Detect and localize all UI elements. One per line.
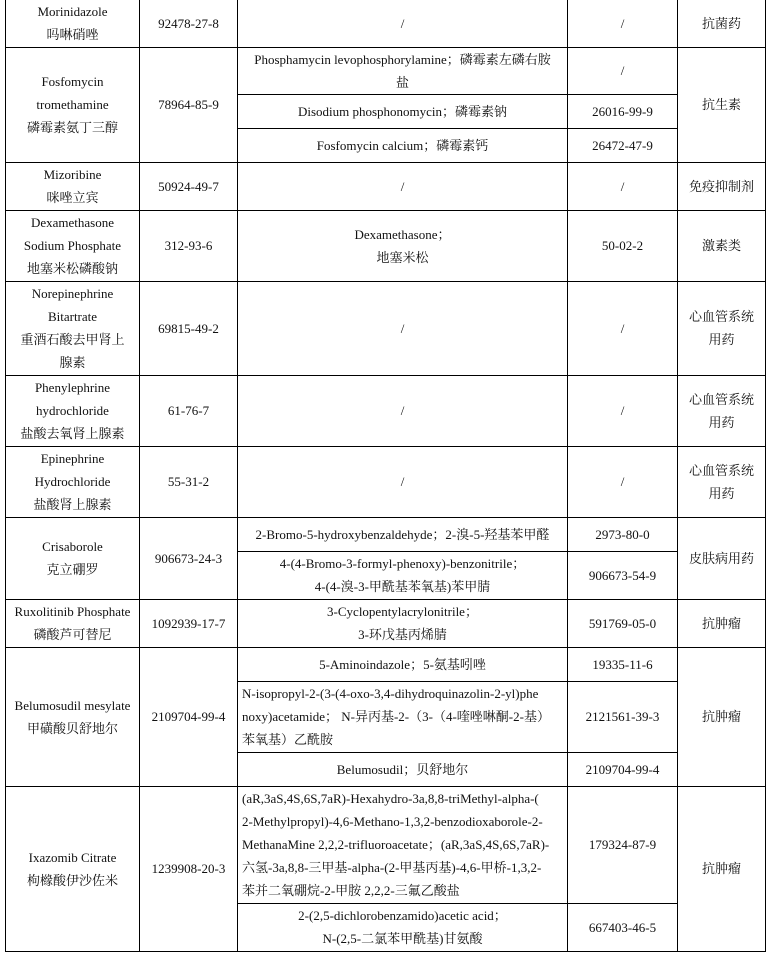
cas-number: 312-93-6 bbox=[140, 210, 238, 281]
category: 抗肿瘤 bbox=[678, 599, 766, 647]
table-row bbox=[6, 47, 766, 94]
impurity-cas: 26472-47-9 bbox=[568, 128, 678, 162]
cas-number: 92478-27-8 bbox=[140, 0, 238, 47]
drug-name: Mizoribine 咪唑立宾 bbox=[6, 162, 140, 210]
cas-number: 2109704-99-4 bbox=[140, 647, 238, 786]
impurity-name: / bbox=[238, 162, 568, 210]
impurity-name: 5-Aminoindazole；5-氨基吲唑 bbox=[238, 647, 568, 681]
impurity-cas: / bbox=[568, 47, 678, 94]
impurity-cas: 2973-80-0 bbox=[568, 517, 678, 551]
drug-name: Belumosudil mesylate 甲磺酸贝舒地尔 bbox=[6, 647, 140, 786]
impurity-name: 4-(4-Bromo-3-formyl-phenoxy)-benzonitrile； 4-(4-溴-3-甲酰基苯氧基)苯甲腈 bbox=[238, 551, 568, 599]
category: 抗肿瘤 bbox=[678, 647, 766, 786]
impurity-name: 2-(2,5-dichlorobenzamido)acetic acid； N-(2,5-二氯苯甲酰基)甘氨酸 bbox=[238, 903, 568, 951]
impurity-cas: 26016-99-9 bbox=[568, 94, 678, 128]
impurity-cas: 667403-46-5 bbox=[568, 903, 678, 951]
table-row bbox=[6, 517, 766, 551]
impurity-name: 2-Bromo-5-hydroxybenzaldehyde；2-溴-5-羟基苯甲醛 bbox=[238, 517, 568, 551]
impurity-cas: 591769-05-0 bbox=[568, 599, 678, 647]
cas-number: 1092939-17-7 bbox=[140, 599, 238, 647]
impurity-name: / bbox=[238, 375, 568, 446]
drug-name: Dexamethasone Sodium Phosphate 地塞米松磷酸钠 bbox=[6, 210, 140, 281]
drug-name: Crisaborole 克立硼罗 bbox=[6, 517, 140, 599]
table-row bbox=[6, 599, 766, 647]
table-row bbox=[6, 375, 766, 446]
impurity-name: / bbox=[238, 281, 568, 375]
cas-number: 50924-49-7 bbox=[140, 162, 238, 210]
table-row bbox=[6, 162, 766, 210]
drug-name: Morinidazole 吗啉硝唑 bbox=[6, 0, 140, 47]
cas-number: 55-31-2 bbox=[140, 446, 238, 517]
impurity-cas: / bbox=[568, 281, 678, 375]
impurity-cas: / bbox=[568, 0, 678, 47]
impurity-cas: 2109704-99-4 bbox=[568, 752, 678, 786]
impurity-cas: / bbox=[568, 162, 678, 210]
category: 抗肿瘤 bbox=[678, 786, 766, 951]
cas-number: 78964-85-9 bbox=[140, 47, 238, 162]
category: 心血管系统 用药 bbox=[678, 281, 766, 375]
category: 心血管系统 用药 bbox=[678, 375, 766, 446]
category: 激素类 bbox=[678, 210, 766, 281]
drug-name: Phenylephrine hydrochloride 盐酸去氧肾上腺素 bbox=[6, 375, 140, 446]
impurity-cas: 179324-87-9 bbox=[568, 786, 678, 903]
impurity-cas: 50-02-2 bbox=[568, 210, 678, 281]
impurity-name: Belumosudil；贝舒地尔 bbox=[238, 752, 568, 786]
table-row bbox=[6, 786, 766, 903]
impurity-cas: / bbox=[568, 375, 678, 446]
table-row bbox=[6, 210, 766, 281]
impurity-name: (aR,3aS,4S,6S,7aR)-Hexahydro-3a,8,8-triMethyl-alpha-( 2-Methylpropyl)-4,6-Methano-1,3,2-benzodioxaborole-2- MethanaMine 2,2,2-trifluoroacetate；(aR,3aS,4S,6S,7aR)- 六氢-3a,8,8-三甲基-alpha-(2-甲基丙基)-4,6-甲桥-1,3,2- 苯并二氧硼烷-2-甲胺 2,2,2-三氟乙酸盐 bbox=[238, 786, 568, 903]
impurity-cas: / bbox=[568, 446, 678, 517]
impurity-cas: 19335-11-6 bbox=[568, 647, 678, 681]
drug-name: Ixazomib Citrate 枸橼酸伊沙佐米 bbox=[6, 786, 140, 951]
drug-name: Epinephrine Hydrochloride 盐酸肾上腺素 bbox=[6, 446, 140, 517]
impurity-name: Disodium phosphonomycin；磷霉素钠 bbox=[238, 94, 568, 128]
category: 心血管系统 用药 bbox=[678, 446, 766, 517]
table-row bbox=[6, 281, 766, 375]
category: 抗生素 bbox=[678, 47, 766, 162]
category: 抗菌药 bbox=[678, 0, 766, 47]
cas-number: 69815-49-2 bbox=[140, 281, 238, 375]
impurity-name: Fosfomycin calcium；磷霉素钙 bbox=[238, 128, 568, 162]
impurity-name: Phosphamycin levophosphorylamine；磷霉素左磷右胺 盐 bbox=[238, 47, 568, 94]
impurity-table bbox=[5, 0, 766, 952]
drug-name: Norepinephrine Bitartrate 重酒石酸去甲肾上 腺素 bbox=[6, 281, 140, 375]
cas-number: 906673-24-3 bbox=[140, 517, 238, 599]
impurity-cas: 2121561-39-3 bbox=[568, 681, 678, 752]
drug-name: Ruxolitinib Phosphate 磷酸芦可替尼 bbox=[6, 599, 140, 647]
table-row bbox=[6, 446, 766, 517]
impurity-name: Dexamethasone； 地塞米松 bbox=[238, 210, 568, 281]
cas-number: 61-76-7 bbox=[140, 375, 238, 446]
impurity-name: / bbox=[238, 446, 568, 517]
drug-name: Fosfomycin tromethamine 磷霉素氨丁三醇 bbox=[6, 47, 140, 162]
category: 皮肤病用药 bbox=[678, 517, 766, 599]
impurity-cas: 906673-54-9 bbox=[568, 551, 678, 599]
category: 免疫抑制剂 bbox=[678, 162, 766, 210]
impurity-name: / bbox=[238, 0, 568, 47]
cas-number: 1239908-20-3 bbox=[140, 786, 238, 951]
impurity-name: N-isopropyl-2-(3-(4-oxo-3,4-dihydroquinazolin-2-yl)phe noxy)acetamide； N-异丙基-2-（3-（4-喹唑啉酮-2-基） 苯氧基）乙酰胺 bbox=[238, 681, 568, 752]
impurity-name: 3-Cyclopentylacrylonitrile； 3-环戊基丙烯腈 bbox=[238, 599, 568, 647]
table-row bbox=[6, 0, 766, 47]
table-row bbox=[6, 647, 766, 681]
